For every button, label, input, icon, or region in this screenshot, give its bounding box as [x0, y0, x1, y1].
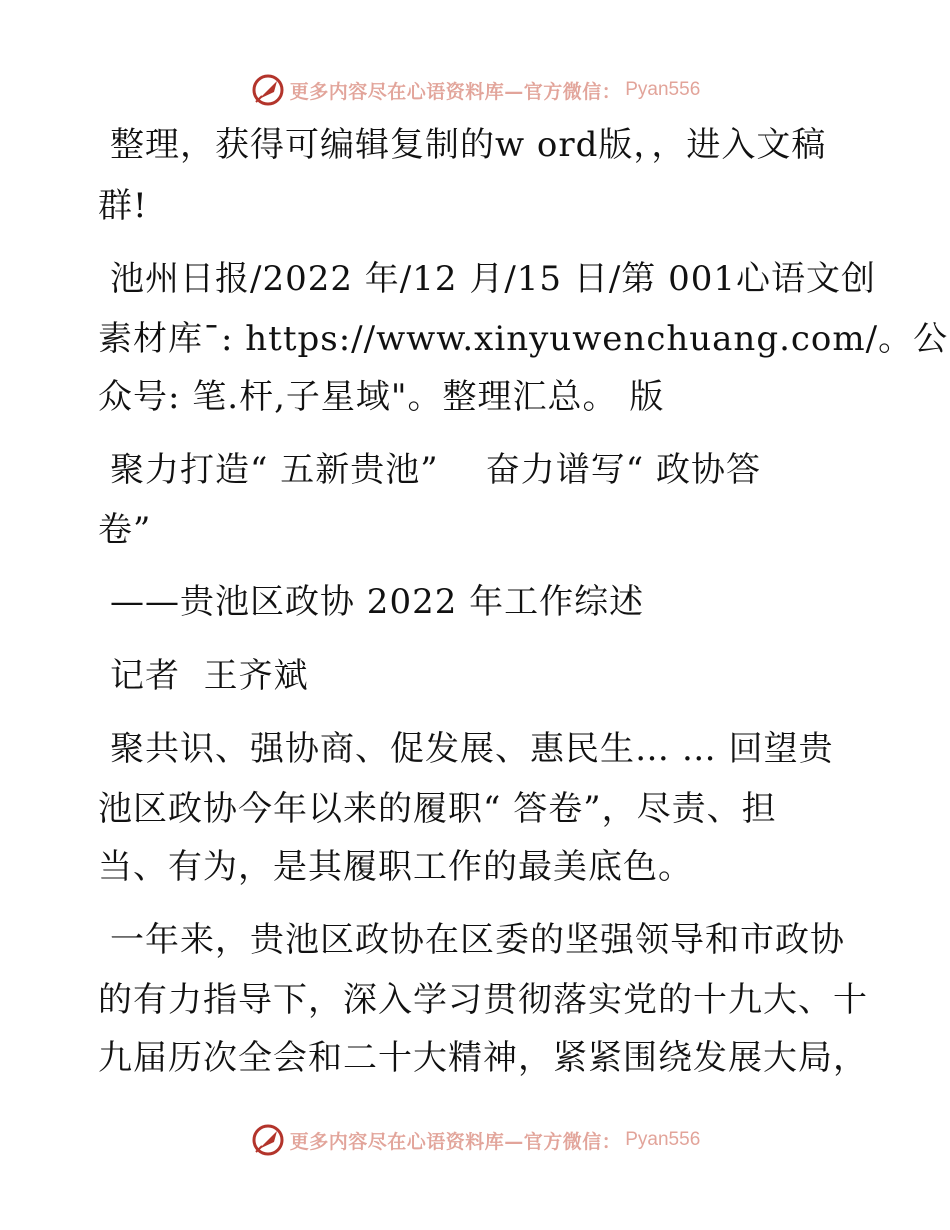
article-title-line: 卷”: [98, 510, 152, 550]
paragraph-line: 群!: [98, 186, 148, 226]
byline: 记者 王齐斌: [110, 656, 309, 696]
footer-watermark: [0, 1120, 950, 1160]
paragraph-line: 池区政协今年以来的履职“ 答卷”，尽责、担: [98, 789, 777, 829]
header-watermark: [0, 70, 950, 110]
paragraph-line: 池州日报/2022 年/12 月/15 日/第 001心语文创: [110, 259, 877, 299]
paragraph-line: 整理，获得可编辑复制的w ord版，，进入文稿: [110, 125, 827, 165]
paragraph-line: 九届历次全会和二十大精神，紧紧围绕发展大局，: [98, 1038, 868, 1078]
watermark-text: 更多内容尽在心语资料库—官方微信：: [289, 1130, 622, 1153]
paragraph-line: 一年来，贵池区政协在区委的坚强领导和市政协: [110, 920, 845, 960]
watermark-text: 更多内容尽在心语资料库—官方微信：: [289, 80, 622, 103]
quill-logo-icon: [250, 1122, 286, 1158]
article-subtitle: ——贵池区政协 2022 年工作综述: [110, 582, 645, 622]
watermark-wechat-id: Pyan556: [625, 1129, 701, 1150]
quill-logo-icon: [250, 72, 286, 108]
watermark-wechat-id: Pyan556: [625, 79, 701, 100]
paragraph-line: 素材库¯: https://www.xinyuwenchuang.com/。公: [98, 319, 949, 359]
paragraph-line: 的有力指导下，深入学习贯彻落实党的十九大、十: [98, 980, 868, 1020]
paragraph-line: 众号: 笔.杆,子星域"。整理汇总。 版: [98, 377, 665, 417]
article-title-line: 聚力打造“ 五新贵池” 奋力谱写“ 政协答: [110, 450, 761, 490]
paragraph-line: 聚共识、强协商、促发展、惠民生… … 回望贵: [110, 729, 834, 769]
paragraph-line: 当、有为，是其履职工作的最美底色。: [98, 847, 693, 887]
